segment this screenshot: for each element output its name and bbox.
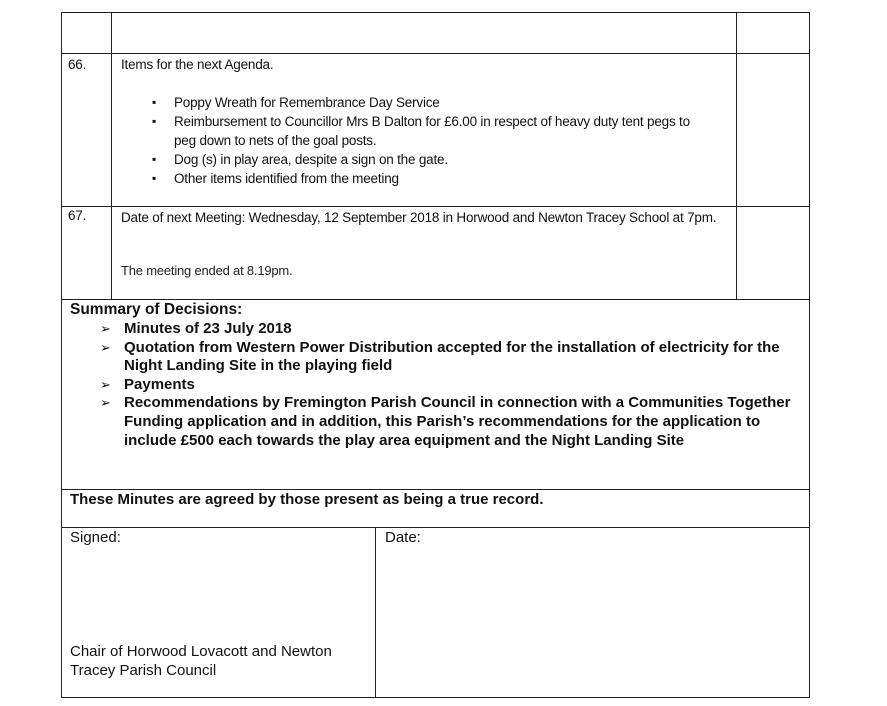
list-item: ▪ Reimbursement to Councillor Mrs B Dalton for £6.00 in respect of heavy duty tent pegs to peg down to nets of the goal posts. [152, 112, 712, 150]
chair-title: Chair of Horwood Lovacott and Newton Tracey Parish Council [70, 643, 332, 679]
agreement-statement: These Minutes are agreed by those present as being a true record. [70, 491, 544, 508]
item-heading: Date of next Meeting: Wednesday, 12 September 2018 in Horwood and Newton Tracey School at 7pm. [121, 210, 717, 225]
decisions-list [100, 320, 800, 450]
row-divider [61, 489, 810, 490]
row-divider [61, 206, 810, 207]
row-divider [61, 53, 810, 54]
number-column-divider [111, 12, 112, 299]
meeting-end-note: The meeting ended at 8.19pm. [121, 263, 293, 278]
list-item: ➢ Payments [100, 376, 800, 395]
agenda-bullet-list [152, 93, 712, 188]
list-item: ▪ Other items identified from the meeting [152, 169, 712, 188]
list-item: ➢ Quotation from Western Power Distribution accepted for the installation of electricity for the Night Landing Site in the playing field [100, 339, 800, 376]
item-number: 67. [68, 208, 87, 223]
row-divider [61, 299, 810, 300]
summary-title: Summary of Decisions: [70, 301, 243, 318]
list-item: ➢ Recommendations by Fremington Parish Council in connection with a Communities Together Funding application and in addition, this Parish’s recommendations for the application to include £500 each towards the play area equipment and the Night Landing Site [100, 394, 800, 450]
date-label: Date: [385, 529, 421, 546]
signature-date-divider [375, 527, 376, 698]
notes-column-divider [736, 12, 737, 299]
list-item: ▪ Poppy Wreath for Remembrance Day Service [152, 93, 712, 112]
item-heading: Items for the next Agenda. [121, 57, 274, 72]
signed-label: Signed: [70, 529, 121, 546]
list-item: ▪ Dog (s) in play area, despite a sign on the gate. [152, 150, 712, 169]
row-divider [61, 527, 810, 528]
list-item: ➢ Minutes of 23 July 2018 [100, 320, 800, 339]
item-number: 66. [68, 57, 87, 72]
